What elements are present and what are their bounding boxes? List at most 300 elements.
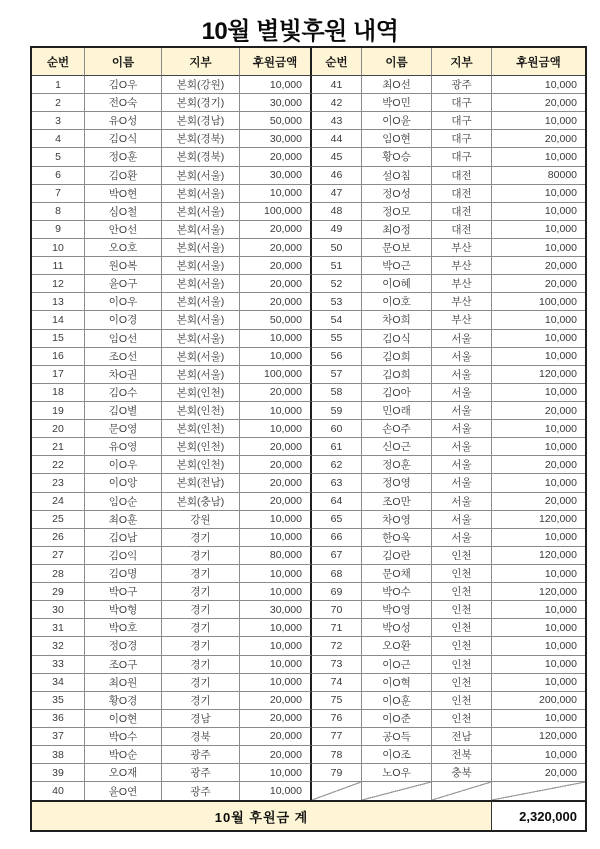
- cell-amount: 10,000: [240, 764, 312, 782]
- cell-name: 조O선: [85, 348, 162, 366]
- cell-amount: 10,000: [240, 348, 312, 366]
- cell-branch: 경기: [162, 565, 240, 583]
- cell-seq: 79: [312, 764, 362, 782]
- cell-branch: 광주: [162, 764, 240, 782]
- cell-seq: 40: [32, 782, 85, 800]
- cell-amount: 10,000: [492, 656, 585, 674]
- cell-branch: 인천: [432, 619, 492, 637]
- cell-seq: 13: [32, 293, 85, 311]
- cell-amount: 10,000: [492, 601, 585, 619]
- cell-amount: 10,000: [492, 637, 585, 655]
- cell-branch: 경남: [162, 710, 240, 728]
- cell-seq: 67: [312, 547, 362, 565]
- cell-branch: 대구: [432, 148, 492, 166]
- cell-seq: 61: [312, 438, 362, 456]
- cell-seq: 60: [312, 420, 362, 438]
- cell-seq: 77: [312, 728, 362, 746]
- cell-amount: 10,000: [492, 710, 585, 728]
- cell-branch: 인천: [432, 692, 492, 710]
- cell-name: 김O아: [362, 384, 432, 402]
- cell-seq: 34: [32, 674, 85, 692]
- cell-amount: 10,000: [240, 656, 312, 674]
- cell-seq: 78: [312, 746, 362, 764]
- cell-branch: 부산: [432, 293, 492, 311]
- cell-amount: 10,000: [492, 148, 585, 166]
- cell-seq: 72: [312, 637, 362, 655]
- cell-name: 이O조: [362, 746, 432, 764]
- cell-name: 이O혜: [362, 275, 432, 293]
- cell-amount: 10,000: [240, 637, 312, 655]
- cell-branch: 서울: [432, 366, 492, 384]
- cell-name: 김O환: [85, 167, 162, 185]
- cell-branch: 본회(서울): [162, 293, 240, 311]
- cell-amount: 20,000: [492, 402, 585, 420]
- cell-amount: 120,000: [492, 547, 585, 565]
- cell-seq: 24: [32, 493, 85, 511]
- cell-amount: 100,000: [240, 366, 312, 384]
- cell-seq: 10: [32, 239, 85, 257]
- cell-name: 윤O연: [85, 782, 162, 800]
- cell-branch: 전북: [432, 746, 492, 764]
- cell-amount: 10,000: [492, 348, 585, 366]
- cell-name: 김O란: [362, 547, 432, 565]
- cell-name: 문O보: [362, 239, 432, 257]
- cell-seq: 68: [312, 565, 362, 583]
- cell-amount: 10,000: [492, 529, 585, 547]
- cell-seq: 63: [312, 474, 362, 492]
- cell-branch: 대구: [432, 94, 492, 112]
- cell-seq: 28: [32, 565, 85, 583]
- cell-branch: 서울: [432, 529, 492, 547]
- cell-amount: 20,000: [492, 764, 585, 782]
- cell-seq: 43: [312, 112, 362, 130]
- cell-name: 박O순: [85, 746, 162, 764]
- cell-seq: 12: [32, 275, 85, 293]
- cell-seq: 50: [312, 239, 362, 257]
- cell-branch: 충북: [432, 764, 492, 782]
- cell-name: 박O호: [85, 619, 162, 637]
- cell-amount: 20,000: [240, 275, 312, 293]
- empty-cell-diagonal: [312, 782, 362, 800]
- cell-name: 이O훈: [362, 692, 432, 710]
- cell-name: 이O우: [85, 456, 162, 474]
- cell-name: 최O훈: [85, 511, 162, 529]
- cell-seq: 47: [312, 185, 362, 203]
- cell-seq: 75: [312, 692, 362, 710]
- cell-name: 정O훈: [362, 456, 432, 474]
- cell-amount: 20,000: [240, 221, 312, 239]
- cell-name: 박O성: [362, 619, 432, 637]
- cell-name: 공O득: [362, 728, 432, 746]
- cell-branch: 본회(인천): [162, 384, 240, 402]
- cell-name: 김O식: [362, 330, 432, 348]
- cell-amount: 20,000: [240, 692, 312, 710]
- cell-amount: 20,000: [240, 148, 312, 166]
- cell-amount: 10,000: [492, 746, 585, 764]
- cell-name: 오O환: [362, 637, 432, 655]
- cell-seq: 58: [312, 384, 362, 402]
- cell-amount: 10,000: [492, 330, 585, 348]
- cell-amount: 30,000: [240, 130, 312, 148]
- cell-branch: 본회(서울): [162, 257, 240, 275]
- cell-seq: 71: [312, 619, 362, 637]
- cell-amount: 30,000: [240, 167, 312, 185]
- cell-seq: 6: [32, 167, 85, 185]
- cell-name: 박O현: [85, 185, 162, 203]
- cell-name: 박O근: [362, 257, 432, 275]
- cell-name: 노O우: [362, 764, 432, 782]
- cell-seq: 21: [32, 438, 85, 456]
- cell-name: 윤O구: [85, 275, 162, 293]
- cell-seq: 19: [32, 402, 85, 420]
- cell-branch: 서울: [432, 493, 492, 511]
- cell-name: 설O침: [362, 167, 432, 185]
- cell-seq: 62: [312, 456, 362, 474]
- cell-amount: 10,000: [492, 112, 585, 130]
- cell-name: 김O우: [85, 76, 162, 94]
- cell-name: 문O채: [362, 565, 432, 583]
- cell-seq: 11: [32, 257, 85, 275]
- cell-branch: 광주: [162, 782, 240, 800]
- cell-branch: 경북: [162, 728, 240, 746]
- cell-seq: 74: [312, 674, 362, 692]
- cell-name: 이O현: [85, 710, 162, 728]
- cell-branch: 경기: [162, 619, 240, 637]
- cell-seq: 29: [32, 583, 85, 601]
- cell-seq: 27: [32, 547, 85, 565]
- cell-name: 이O준: [362, 710, 432, 728]
- cell-branch: 인천: [432, 601, 492, 619]
- cell-branch: 부산: [432, 275, 492, 293]
- cell-amount: 10,000: [240, 420, 312, 438]
- cell-seq: 33: [32, 656, 85, 674]
- header-cell: 지부: [162, 48, 240, 76]
- cell-amount: 20,000: [240, 438, 312, 456]
- cell-seq: 15: [32, 330, 85, 348]
- cell-seq: 32: [32, 637, 85, 655]
- header-cell: 이름: [362, 48, 432, 76]
- cell-amount: 200,000: [492, 692, 585, 710]
- header-cell: 후원금액: [240, 48, 312, 76]
- cell-branch: 부산: [432, 239, 492, 257]
- cell-name: 차O권: [85, 366, 162, 384]
- empty-cell-diagonal: [362, 782, 432, 800]
- cell-amount: 50,000: [240, 311, 312, 329]
- cell-branch: 광주: [432, 76, 492, 94]
- cell-amount: 10,000: [492, 384, 585, 402]
- cell-amount: 10,000: [240, 782, 312, 800]
- cell-seq: 25: [32, 511, 85, 529]
- cell-amount: 10,000: [492, 76, 585, 94]
- cell-seq: 53: [312, 293, 362, 311]
- cell-seq: 39: [32, 764, 85, 782]
- cell-name: 박O구: [85, 583, 162, 601]
- cell-seq: 37: [32, 728, 85, 746]
- cell-seq: 70: [312, 601, 362, 619]
- cell-branch: 인천: [432, 710, 492, 728]
- cell-name: 박O영: [362, 601, 432, 619]
- cell-name: 정O모: [362, 203, 432, 221]
- cell-name: 원O복: [85, 257, 162, 275]
- cell-branch: 서울: [432, 438, 492, 456]
- cell-branch: 본회(경기): [162, 94, 240, 112]
- cell-branch: 본회(서울): [162, 239, 240, 257]
- cell-seq: 41: [312, 76, 362, 94]
- cell-seq: 51: [312, 257, 362, 275]
- cell-name: 임O순: [85, 493, 162, 511]
- cell-branch: 인천: [432, 547, 492, 565]
- cell-amount: 20,000: [492, 257, 585, 275]
- cell-amount: 10,000: [492, 221, 585, 239]
- cell-amount: 20,000: [240, 384, 312, 402]
- cell-name: 박O수: [85, 728, 162, 746]
- cell-branch: 인천: [432, 565, 492, 583]
- cell-seq: 73: [312, 656, 362, 674]
- cell-name: 김O희: [362, 348, 432, 366]
- cell-branch: 경기: [162, 637, 240, 655]
- cell-amount: 10,000: [492, 474, 585, 492]
- cell-name: 차O영: [362, 511, 432, 529]
- cell-branch: 본회(서울): [162, 311, 240, 329]
- cell-amount: 10,000: [492, 420, 585, 438]
- cell-name: 임O현: [362, 130, 432, 148]
- cell-amount: 30,000: [240, 601, 312, 619]
- cell-branch: 본회(서울): [162, 221, 240, 239]
- cell-seq: 26: [32, 529, 85, 547]
- cell-name: 한O욱: [362, 529, 432, 547]
- cell-branch: 서울: [432, 402, 492, 420]
- cell-name: 조O구: [85, 656, 162, 674]
- cell-name: 안O선: [85, 221, 162, 239]
- footer-total: 2,320,000: [492, 800, 585, 830]
- cell-branch: 서울: [432, 330, 492, 348]
- cell-amount: 10,000: [240, 619, 312, 637]
- cell-seq: 45: [312, 148, 362, 166]
- cell-seq: 9: [32, 221, 85, 239]
- cell-name: 이O앙: [85, 474, 162, 492]
- cell-branch: 본회(인천): [162, 438, 240, 456]
- cell-branch: 대구: [432, 130, 492, 148]
- cell-branch: 서울: [432, 456, 492, 474]
- cell-amount: 10,000: [492, 438, 585, 456]
- cell-name: 이O우: [85, 293, 162, 311]
- cell-branch: 경기: [162, 601, 240, 619]
- cell-amount: 120,000: [492, 366, 585, 384]
- cell-name: 박O형: [85, 601, 162, 619]
- cell-amount: 10,000: [240, 402, 312, 420]
- cell-amount: 50,000: [240, 112, 312, 130]
- cell-name: 김O수: [85, 384, 162, 402]
- cell-amount: 20,000: [240, 293, 312, 311]
- cell-seq: 55: [312, 330, 362, 348]
- empty-cell-diagonal: [432, 782, 492, 800]
- cell-amount: 20,000: [240, 456, 312, 474]
- cell-name: 김O명: [85, 565, 162, 583]
- cell-name: 이O근: [362, 656, 432, 674]
- cell-seq: 48: [312, 203, 362, 221]
- page-title: 10월 별빛후원 내역: [201, 18, 399, 45]
- cell-amount: 10,000: [240, 674, 312, 692]
- header-cell: 지부: [432, 48, 492, 76]
- cell-name: 황O경: [85, 692, 162, 710]
- cell-seq: 5: [32, 148, 85, 166]
- cell-branch: 경기: [162, 674, 240, 692]
- cell-branch: 서울: [432, 420, 492, 438]
- cell-branch: 본회(강원): [162, 76, 240, 94]
- cell-seq: 46: [312, 167, 362, 185]
- cell-seq: 49: [312, 221, 362, 239]
- cell-name: 차O희: [362, 311, 432, 329]
- cell-name: 문O영: [85, 420, 162, 438]
- cell-amount: 20,000: [240, 474, 312, 492]
- cell-name: 황O승: [362, 148, 432, 166]
- cell-branch: 본회(경남): [162, 112, 240, 130]
- cell-name: 김O남: [85, 529, 162, 547]
- cell-branch: 부산: [432, 257, 492, 275]
- cell-name: 임O선: [85, 330, 162, 348]
- cell-seq: 2: [32, 94, 85, 112]
- cell-amount: 10,000: [492, 619, 585, 637]
- cell-branch: 서울: [432, 511, 492, 529]
- cell-branch: 본회(전남): [162, 474, 240, 492]
- cell-branch: 본회(서울): [162, 366, 240, 384]
- cell-branch: 경기: [162, 583, 240, 601]
- cell-seq: 38: [32, 746, 85, 764]
- cell-amount: 10,000: [240, 511, 312, 529]
- cell-amount: 100,000: [240, 203, 312, 221]
- cell-name: 김O익: [85, 547, 162, 565]
- cell-seq: 76: [312, 710, 362, 728]
- cell-branch: 서울: [432, 384, 492, 402]
- cell-name: 정O성: [362, 185, 432, 203]
- cell-amount: 10,000: [240, 565, 312, 583]
- cell-name: 최O정: [362, 221, 432, 239]
- cell-amount: 10,000: [492, 311, 585, 329]
- cell-seq: 14: [32, 311, 85, 329]
- cell-amount: 10,000: [240, 330, 312, 348]
- cell-branch: 서울: [432, 348, 492, 366]
- cell-seq: 69: [312, 583, 362, 601]
- cell-amount: 10,000: [492, 185, 585, 203]
- cell-name: 정O경: [85, 637, 162, 655]
- cell-seq: 1: [32, 76, 85, 94]
- header-cell: 후원금액: [492, 48, 585, 76]
- cell-seq: 31: [32, 619, 85, 637]
- cell-seq: 65: [312, 511, 362, 529]
- cell-name: 정O영: [362, 474, 432, 492]
- cell-name: 박O수: [362, 583, 432, 601]
- cell-seq: 4: [32, 130, 85, 148]
- cell-branch: 광주: [162, 746, 240, 764]
- cell-name: 조O만: [362, 493, 432, 511]
- cell-name: 신O근: [362, 438, 432, 456]
- empty-cell-diagonal: [492, 782, 585, 800]
- cell-branch: 본회(서울): [162, 203, 240, 221]
- cell-seq: 7: [32, 185, 85, 203]
- cell-branch: 대전: [432, 185, 492, 203]
- cell-name: 전O숙: [85, 94, 162, 112]
- cell-amount: 20,000: [492, 493, 585, 511]
- cell-branch: 본회(충남): [162, 493, 240, 511]
- cell-seq: 18: [32, 384, 85, 402]
- cell-amount: 120,000: [492, 583, 585, 601]
- cell-branch: 경기: [162, 656, 240, 674]
- cell-name: 이O호: [362, 293, 432, 311]
- cell-name: 손O주: [362, 420, 432, 438]
- cell-name: 심O철: [85, 203, 162, 221]
- cell-name: 오O재: [85, 764, 162, 782]
- cell-branch: 본회(서울): [162, 185, 240, 203]
- cell-branch: 강원: [162, 511, 240, 529]
- cell-name: 최O선: [362, 76, 432, 94]
- cell-amount: 20,000: [240, 239, 312, 257]
- cell-branch: 대전: [432, 221, 492, 239]
- header-cell: 순번: [312, 48, 362, 76]
- cell-name: 정O훈: [85, 148, 162, 166]
- cell-branch: 대구: [432, 112, 492, 130]
- cell-amount: 100,000: [492, 293, 585, 311]
- cell-branch: 인천: [432, 583, 492, 601]
- cell-seq: 20: [32, 420, 85, 438]
- cell-branch: 본회(인천): [162, 420, 240, 438]
- cell-branch: 본회(인천): [162, 456, 240, 474]
- cell-branch: 전남: [432, 728, 492, 746]
- cell-seq: 44: [312, 130, 362, 148]
- cell-branch: 인천: [432, 637, 492, 655]
- cell-branch: 본회(경북): [162, 130, 240, 148]
- cell-branch: 서울: [432, 474, 492, 492]
- cell-seq: 59: [312, 402, 362, 420]
- cell-branch: 인천: [432, 674, 492, 692]
- cell-branch: 본회(서울): [162, 330, 240, 348]
- cell-seq: 56: [312, 348, 362, 366]
- cell-branch: 경기: [162, 547, 240, 565]
- cell-amount: 80000: [492, 167, 585, 185]
- cell-seq: 3: [32, 112, 85, 130]
- cell-name: 이O혁: [362, 674, 432, 692]
- cell-amount: 10,000: [240, 529, 312, 547]
- cell-amount: 10,000: [492, 565, 585, 583]
- cell-amount: 10,000: [240, 76, 312, 94]
- cell-amount: 10,000: [492, 674, 585, 692]
- cell-amount: 20,000: [240, 746, 312, 764]
- cell-amount: 20,000: [492, 456, 585, 474]
- cell-name: 유O영: [85, 438, 162, 456]
- cell-seq: 52: [312, 275, 362, 293]
- cell-name: 김O별: [85, 402, 162, 420]
- cell-amount: 120,000: [492, 728, 585, 746]
- cell-name: 김O식: [85, 130, 162, 148]
- cell-branch: 대전: [432, 203, 492, 221]
- cell-seq: 64: [312, 493, 362, 511]
- cell-name: 이O윤: [362, 112, 432, 130]
- cell-amount: 20,000: [492, 94, 585, 112]
- cell-seq: 30: [32, 601, 85, 619]
- cell-seq: 66: [312, 529, 362, 547]
- cell-amount: 80,000: [240, 547, 312, 565]
- cell-branch: 대전: [432, 167, 492, 185]
- cell-branch: 본회(서울): [162, 275, 240, 293]
- cell-seq: 16: [32, 348, 85, 366]
- cell-seq: 42: [312, 94, 362, 112]
- cell-seq: 17: [32, 366, 85, 384]
- cell-name: 오O호: [85, 239, 162, 257]
- cell-name: 최O원: [85, 674, 162, 692]
- cell-branch: 부산: [432, 311, 492, 329]
- cell-branch: 본회(서울): [162, 167, 240, 185]
- cell-amount: 10,000: [492, 239, 585, 257]
- cell-name: 민O래: [362, 402, 432, 420]
